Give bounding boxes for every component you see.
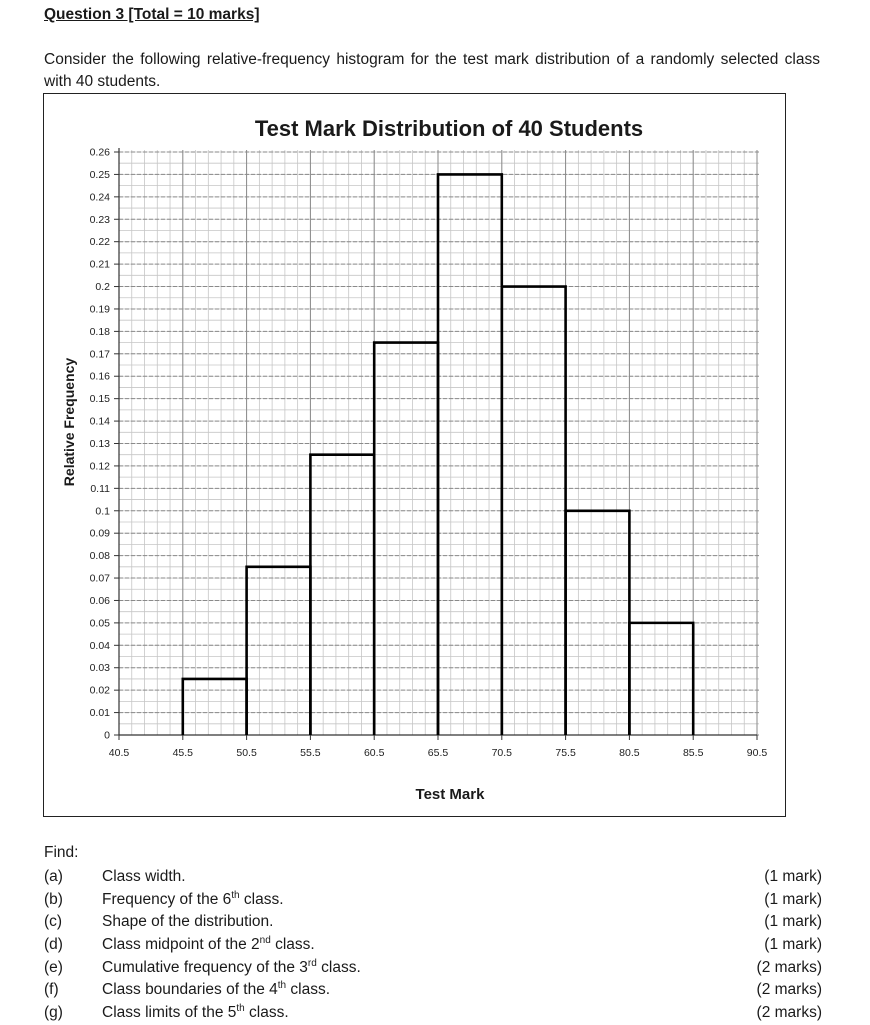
y-tick-label: 0.19 [89, 303, 110, 316]
y-tick-label: 0.18 [89, 325, 110, 338]
y-tick-label: 0.13 [89, 438, 110, 450]
y-tick-label: 0.23 [89, 213, 110, 226]
question-item-text: Frequency of the 6th class. [102, 889, 284, 908]
x-tick-label: 90.5 [746, 747, 768, 759]
question-item-label: (c) [44, 913, 63, 931]
y-tick-label: 0.1 [95, 505, 110, 518]
question-item-marks: (2 marks) [756, 981, 822, 999]
y-tick-label: 0.12 [89, 460, 110, 473]
x-tick-label: 70.5 [491, 747, 513, 759]
x-tick-label: 40.5 [108, 747, 130, 759]
question-item [44, 866, 822, 889]
x-tick-label: 80.5 [619, 747, 640, 759]
question-item-label: (e) [44, 958, 63, 976]
question-item-marks: (2 marks) [756, 1004, 822, 1022]
y-tick-label: 0.24 [89, 191, 110, 204]
question-item-label: (g) [44, 1004, 63, 1022]
question-item [44, 957, 822, 980]
y-tick-label: 0.02 [89, 684, 110, 697]
question-item-label: (a) [44, 868, 63, 885]
question-item-text: Class midpoint of the 2nd class. [102, 934, 315, 954]
y-tick-label: 0.17 [89, 348, 110, 361]
y-tick-label: 0.26 [89, 146, 110, 159]
ordinal-suffix: th [231, 889, 240, 901]
y-tick-label: 0.09 [89, 527, 110, 540]
question-intro: Consider the following relative-frequency histogram for the test mark distribution of a randomly selected class with 40 students. [44, 51, 820, 90]
x-tick-label: 75.5 [555, 747, 576, 759]
ordinal-suffix: th [236, 1002, 245, 1014]
question-item-marks: (2 marks) [756, 958, 822, 976]
question-item [44, 911, 822, 934]
x-tick-label: 85.5 [682, 747, 704, 759]
y-axis-label: Relative Frequency [61, 357, 77, 487]
question-item-label: (b) [44, 890, 63, 908]
ordinal-suffix: th [277, 980, 287, 992]
question-item-text: Class limits of the 5th class. [102, 1002, 289, 1022]
histogram-bar-4 [374, 343, 438, 735]
chart-frame [43, 93, 786, 817]
y-tick-label: 0.16 [89, 370, 110, 383]
y-tick-label: 0.04 [89, 639, 110, 652]
histogram-bar-1 [183, 679, 247, 735]
y-tick-label: 0.25 [89, 168, 110, 181]
y-tick-label: 0.11 [90, 482, 110, 495]
x-tick-label: 60.5 [363, 747, 385, 759]
x-axis-label: Test Mark [415, 786, 485, 803]
question-item [44, 1002, 822, 1025]
ordinal-suffix: nd [259, 934, 271, 946]
question-item-text: Class boundaries of the 4th class. [102, 980, 331, 999]
question-item-text: Cumulative frequency of the 3rd class. [102, 957, 361, 976]
x-tick-label: 65.5 [427, 747, 449, 759]
question-item-label: (d) [44, 936, 63, 954]
y-tick-label: 0.01 [89, 707, 110, 720]
histogram-chart [44, 94, 784, 815]
question-item-label: (f) [44, 981, 59, 999]
histogram-bar-3 [310, 455, 374, 735]
y-tick-label: 0.06 [89, 594, 110, 607]
question-heading: Question 3 [Total = 10 marks] [44, 6, 260, 23]
y-tick-label: 0.21 [89, 258, 110, 271]
y-tick-label: 0.15 [89, 393, 110, 406]
y-tick-label: 0.07 [89, 572, 110, 585]
question-item-text: Shape of the distribution. [102, 913, 274, 931]
x-tick-label: 50.5 [236, 747, 257, 759]
y-tick-label: 0.22 [89, 236, 110, 249]
question-item-marks: (1 mark) [764, 913, 822, 931]
histogram-bar-2 [247, 567, 311, 735]
y-tick-label: 0.14 [89, 415, 110, 428]
ordinal-suffix: rd [307, 957, 317, 969]
question-list [44, 866, 822, 1025]
x-tick-label: 45.5 [172, 747, 194, 759]
find-label: Find: [44, 844, 79, 861]
question-item [44, 934, 822, 957]
x-tick-label: 55.5 [300, 747, 321, 759]
question-item-marks: (1 mark) [764, 890, 822, 908]
y-tick-label: 0 [104, 729, 110, 742]
y-tick-label: 0.05 [89, 617, 110, 630]
question-item-marks: (1 mark) [764, 936, 822, 954]
chart-title: Test Mark Distribution of 40 Students [254, 116, 644, 141]
question-item-marks: (1 mark) [764, 868, 822, 885]
question-item [44, 979, 822, 1002]
question-item [44, 889, 822, 912]
y-tick-label: 0.2 [95, 281, 110, 294]
question-item-text: Class width. [102, 868, 186, 885]
y-tick-label: 0.08 [89, 550, 110, 563]
y-tick-label: 0.03 [89, 662, 110, 675]
